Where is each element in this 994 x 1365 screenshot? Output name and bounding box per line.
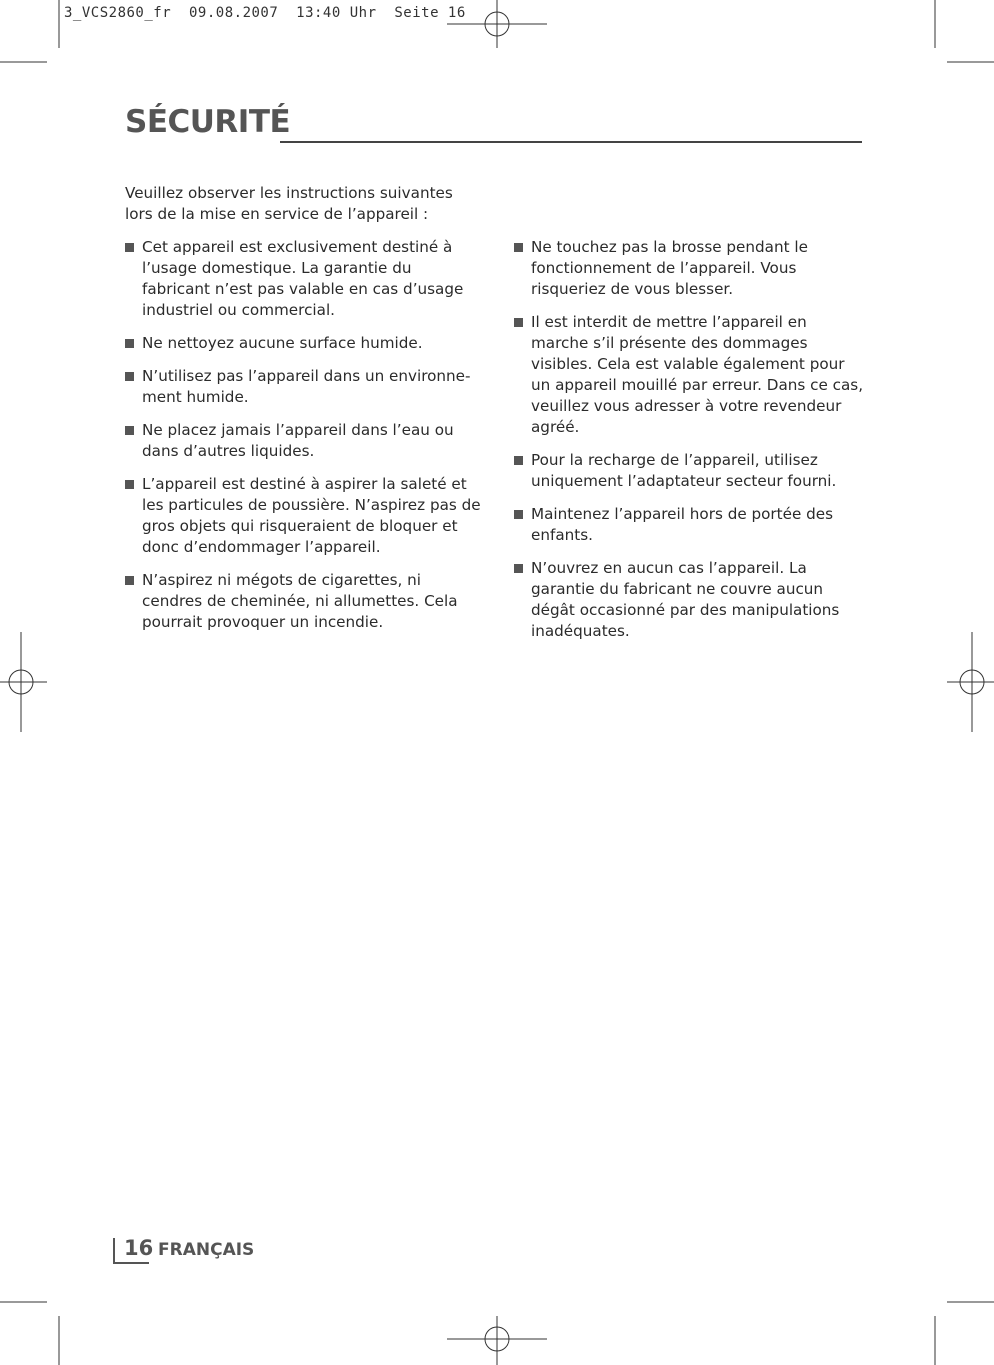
- bullet-square-icon: [514, 243, 523, 252]
- bullet-square-icon: [125, 480, 134, 489]
- right-column: [514, 237, 864, 654]
- print-slug: 3_VCS2860_fr 09.08.2007 13:40 Uhr Seite 16: [64, 5, 466, 21]
- registration-mark-bottom: [447, 1316, 547, 1365]
- list-item: Il est interdit de mettre l’appareil en marche s’il présente des dommages visibles. Cela est valable également pour un appareil mouillé par erreur. Dans ce cas, veuillez vous adresser à votre revendeur agréé.: [514, 312, 864, 438]
- list-item: L’appareil est destiné à aspirer la saleté et les particules de poussière. N’aspirez pas de gros objets qui risqueraient de bloquer et donc d’endommager l’appareil.: [125, 474, 481, 558]
- registration-mark-right: [947, 632, 994, 732]
- list-item: N’aspirez ni mégots de cigarettes, ni cendres de cheminée, ni allumettes. Cela pourrait provoquer un incendie.: [125, 570, 481, 633]
- footer-language: FRANÇAIS: [158, 1240, 255, 1260]
- footer-bracket: [113, 1238, 115, 1264]
- list-item: Ne placez jamais l’appareil dans l’eau ou dans d’autres liquides.: [125, 420, 481, 462]
- registration-mark-top: [447, 0, 547, 48]
- bullet-square-icon: [514, 456, 523, 465]
- list-item: N’ouvrez en aucun cas l’appareil. La garantie du fabricant ne couvre aucun dégât occasionné par des manipulations inadéquates.: [514, 558, 864, 642]
- page-title: SÉCURITÉ: [125, 104, 291, 140]
- bullet-square-icon: [514, 318, 523, 327]
- bullet-square-icon: [125, 339, 134, 348]
- bullet-square-icon: [125, 576, 134, 585]
- left-column: [125, 183, 481, 645]
- list-item: Maintenez l’appareil hors de portée des enfants.: [514, 504, 864, 546]
- title-rule: [280, 141, 862, 143]
- list-item: Ne nettoyez aucune surface humide.: [125, 333, 481, 354]
- list-item: N’utilisez pas l’appareil dans un environnement humide.: [125, 366, 481, 408]
- bullet-square-icon: [125, 426, 134, 435]
- page-number: 16: [124, 1236, 154, 1260]
- bullet-square-icon: [125, 243, 134, 252]
- list-item: Cet appareil est exclusivement destiné à l’usage domestique. La garantie du fabricant n’est pas valable en cas d’usage industriel ou commercial.: [125, 237, 481, 321]
- right-bullet-list: [514, 237, 864, 642]
- left-bullet-list: [125, 237, 481, 633]
- bullet-square-icon: [125, 372, 134, 381]
- registration-mark-left: [0, 632, 47, 732]
- bullet-square-icon: [514, 510, 523, 519]
- list-item: Pour la recharge de l’appareil, utilisez uniquement l’adaptateur secteur fourni.: [514, 450, 864, 492]
- footer-underline: [113, 1262, 149, 1264]
- list-item: Ne touchez pas la brosse pendant le fonctionnement de l’appareil. Vous risqueriez de vous blesser.: [514, 237, 864, 300]
- intro-text: Veuillez observer les instructions suivantes lors de la mise en service de l’appareil :: [125, 184, 453, 223]
- section-header: [125, 104, 862, 144]
- bullet-square-icon: [514, 564, 523, 573]
